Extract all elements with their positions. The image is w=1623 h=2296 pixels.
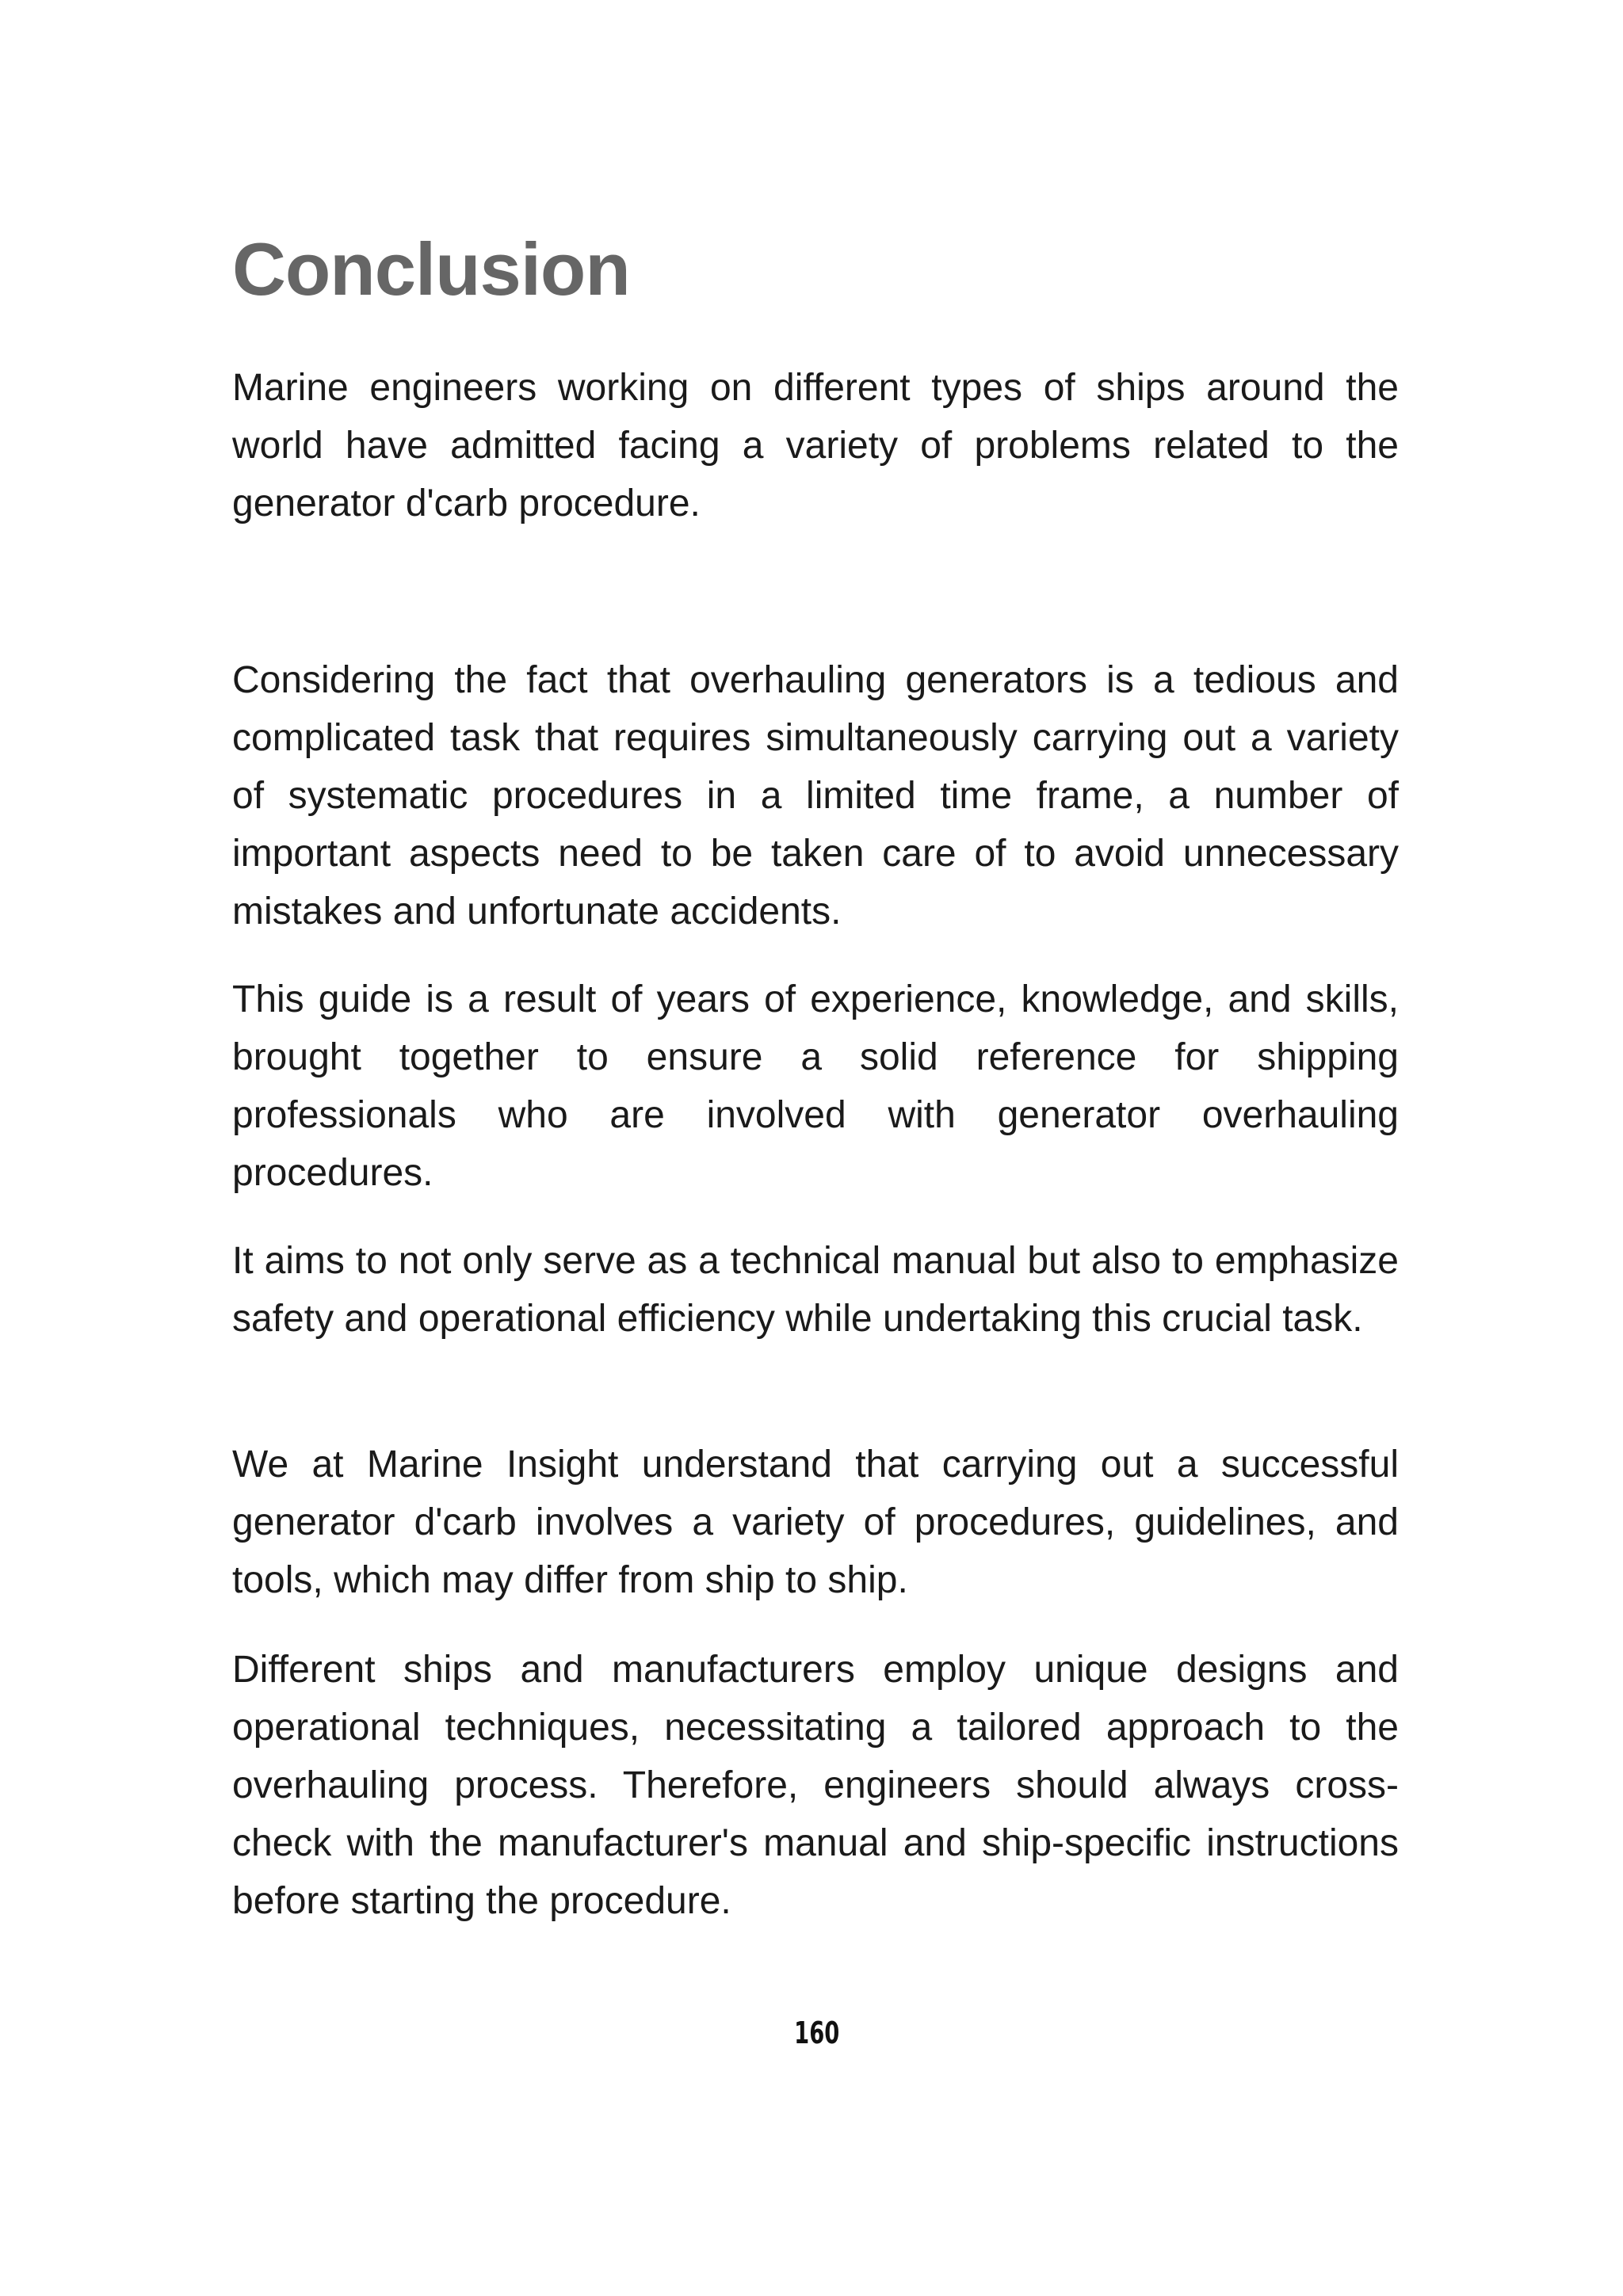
page-number: 160 xyxy=(794,2016,840,2050)
paragraph-1: Marine engineers working on different types of ships around the world have admitted facing a variety of problems related to the generator d'carb procedure. xyxy=(232,367,1399,524)
paragraph-4: It aims to not only serve as a technical manual but also to emphasize safety and operational efficiency while undertaking this crucial task. xyxy=(232,1240,1399,1340)
page-title: Conclusion xyxy=(232,227,630,311)
paragraph-2: Considering the fact that overhauling generators is a tedious and complicated task that requires simultaneously carrying out a variety of systematic procedures in a limited time frame, a number of important aspects need to be taken care of to avoid unnecessary mistakes and unfortunate accidents. xyxy=(232,659,1399,933)
paragraph-6: Different ships and manufacturers employ unique designs and operational techniques, necessitating a tailored approach to the overhauling process. Therefore, engineers should always cross-check with the manufacturer's manual and ship-specific instructions before starting the procedure. xyxy=(232,1649,1399,1922)
paragraph-5: We at Marine Insight understand that carrying out a successful generator d'carb involves a variety of procedures, guidelines, and tools, which may differ from ship to ship. xyxy=(232,1444,1399,1601)
paragraph-3: This guide is a result of years of experience, knowledge, and skills, brought together to ensure a solid reference for shipping professionals who are involved with generator overhauling procedures. xyxy=(232,978,1399,1194)
